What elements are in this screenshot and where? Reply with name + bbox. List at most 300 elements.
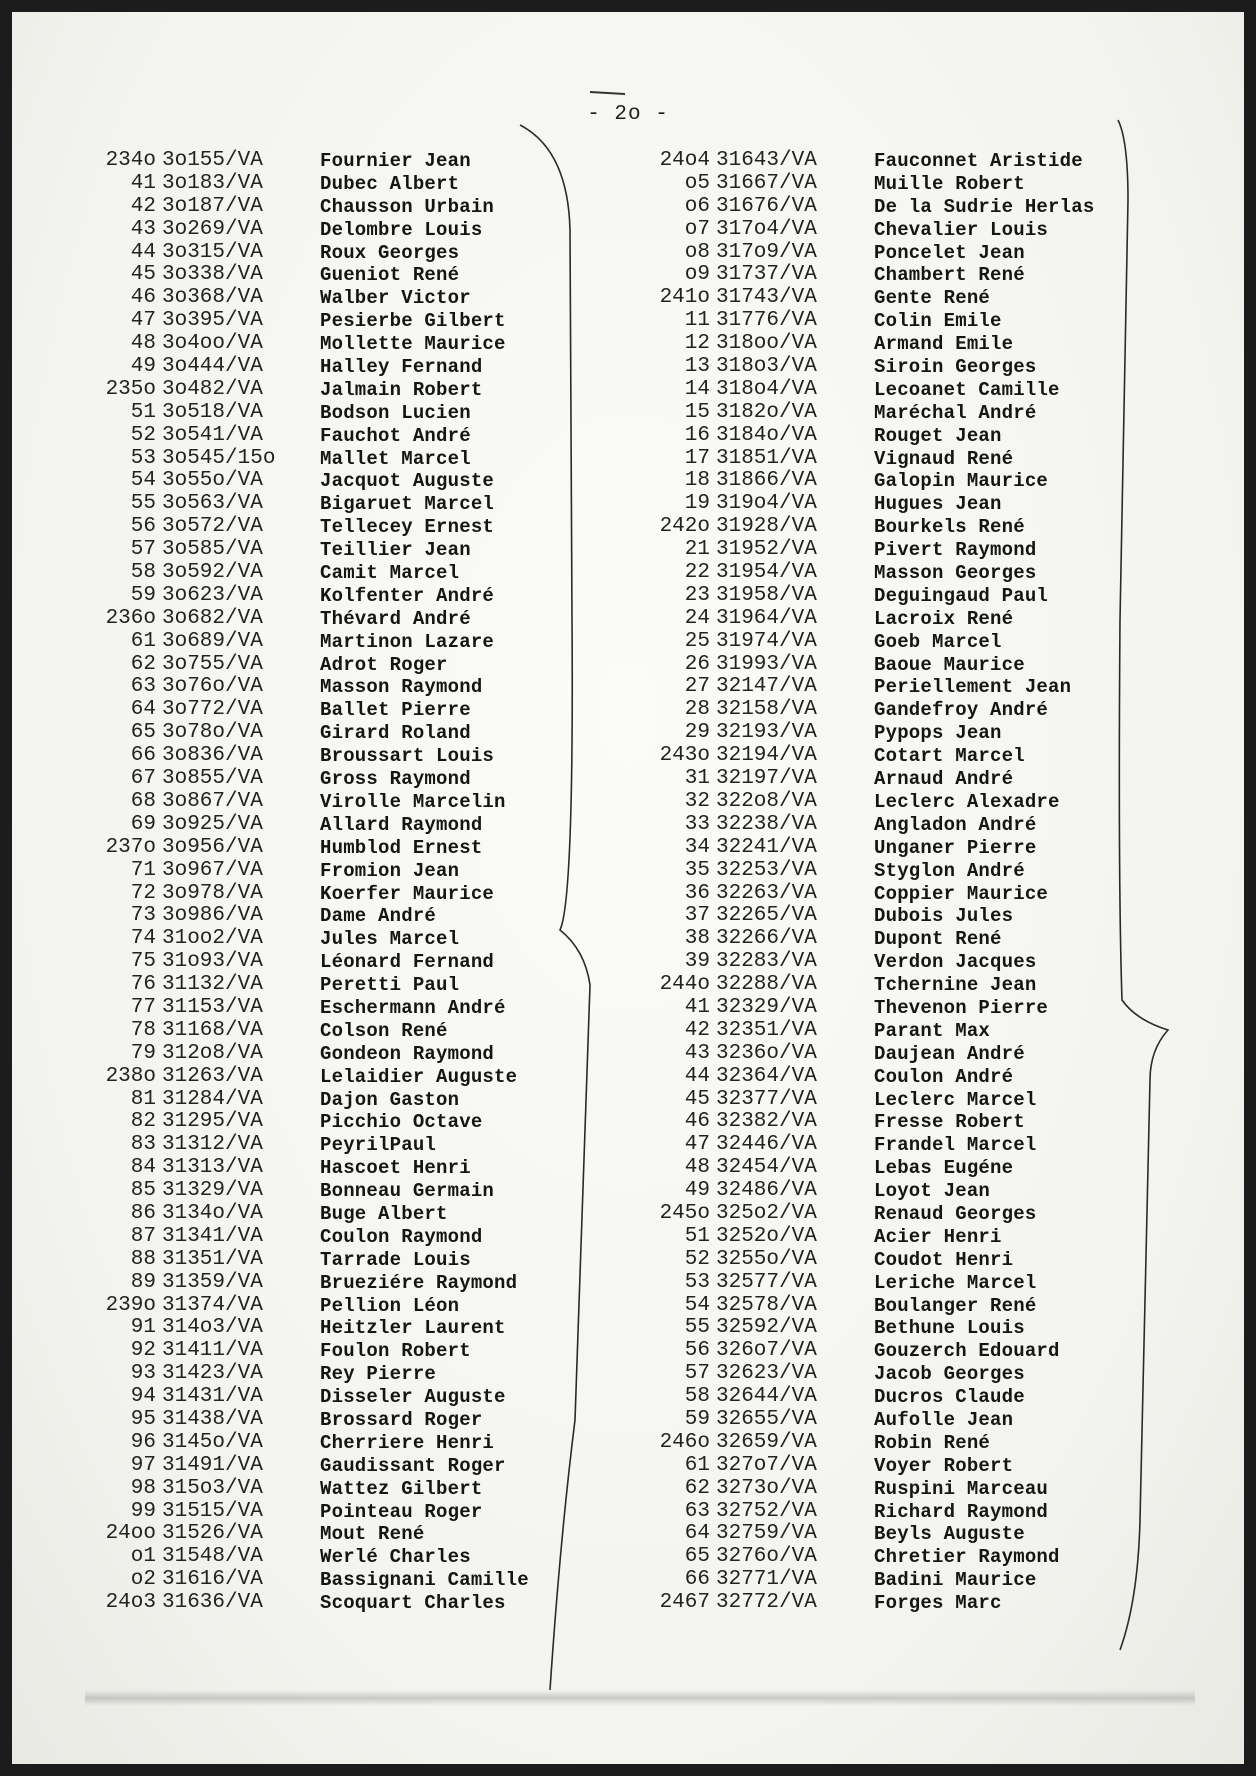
person-name: Chausson Urbain — [320, 195, 495, 218]
matricule-number: 32659/VA — [716, 1430, 817, 1454]
scan-smudge — [85, 1690, 1195, 1706]
matricule-number: 32197/VA — [716, 767, 817, 791]
list-item — [96, 631, 529, 654]
person-name: Bethune Louis — [874, 1317, 1025, 1340]
matricule-number: 32772/VA — [716, 1591, 817, 1615]
matricule-number: 318oo/VA — [716, 332, 817, 356]
matricule-number: 31515/VA — [162, 1499, 263, 1523]
entry-number: 24o3 — [105, 1591, 156, 1615]
matricule-number: 31168/VA — [162, 1018, 263, 1042]
person-name: Fauconnet Aristide — [874, 150, 1083, 172]
entry-number: 43 — [684, 1041, 710, 1065]
list-item — [96, 654, 529, 677]
list-item — [96, 219, 529, 242]
entry-number: 18 — [684, 469, 710, 493]
matricule-number: 3o187/VA — [162, 194, 263, 218]
person-name: Gandefroy André — [874, 699, 1049, 722]
entry-number: 54 — [684, 1293, 710, 1317]
list-item — [648, 699, 1094, 722]
entry-number: 66 — [684, 1568, 710, 1592]
matricule-number: 31526/VA — [162, 1522, 263, 1546]
matricule-number: 31153/VA — [162, 995, 263, 1019]
matricule-number: 31341/VA — [162, 1224, 263, 1248]
matricule-number: 32329/VA — [716, 995, 817, 1019]
matricule-number: 32623/VA — [716, 1362, 817, 1386]
list-item — [648, 928, 1094, 951]
matricule-number: 31776/VA — [716, 309, 817, 333]
entry-number: 65 — [684, 1545, 710, 1569]
person-name: Coulon André — [874, 1065, 1014, 1088]
matricule-number: 3276o/VA — [716, 1545, 817, 1569]
entry-number: 43 — [130, 217, 156, 241]
person-name: Deguingaud Paul — [874, 584, 1049, 607]
entry-number: 45 — [684, 1087, 710, 1111]
matricule-number: 3o755/VA — [162, 652, 263, 676]
list-item — [96, 425, 529, 448]
person-name: Colin Emile — [874, 310, 1002, 333]
person-name: Dupont René — [874, 928, 1002, 951]
person-name: Halley Fernand — [320, 356, 483, 379]
matricule-number: 327o7/VA — [716, 1453, 817, 1477]
list-item — [96, 242, 529, 265]
list-item — [648, 264, 1094, 287]
entry-number: 85 — [130, 1179, 156, 1203]
list-item — [648, 1295, 1094, 1318]
matricule-number: 317o4/VA — [716, 217, 817, 241]
person-name: Brossard Roger — [320, 1408, 483, 1431]
matricule-number: 319o4/VA — [716, 492, 817, 516]
matricule-number: 3o689/VA — [162, 629, 263, 653]
person-name: Dame André — [320, 905, 437, 928]
person-name: Ballet Pierre — [320, 699, 471, 722]
person-name: Jalmain Robert — [320, 378, 483, 401]
list-item — [648, 791, 1094, 814]
entry-number: 44 — [130, 240, 156, 264]
list-item — [96, 264, 529, 287]
person-name: Galopin Maurice — [874, 470, 1049, 493]
list-item — [648, 1272, 1094, 1295]
entry-number: 62 — [684, 1476, 710, 1500]
matricule-number: 32238/VA — [716, 812, 817, 836]
matricule-number: 318o4/VA — [716, 377, 817, 401]
list-item — [96, 1523, 529, 1546]
list-item — [96, 1089, 529, 1112]
person-name: Roux Georges — [320, 241, 460, 264]
matricule-number: 31851/VA — [716, 446, 817, 470]
person-name: Renaud Georges — [874, 1202, 1037, 1225]
matricule-number: 3o338/VA — [162, 263, 263, 287]
person-name: Boulanger René — [874, 1294, 1037, 1317]
list-item — [648, 1432, 1094, 1455]
matricule-number: 31263/VA — [162, 1064, 263, 1088]
entry-number: 2467 — [659, 1591, 710, 1615]
person-name: Gouzerch Edouard — [874, 1340, 1060, 1363]
person-name: Léonard Fernand — [320, 951, 495, 974]
entry-number: 239o — [105, 1293, 156, 1317]
list-item — [96, 837, 529, 860]
list-item — [96, 1455, 529, 1478]
list-item — [648, 654, 1094, 677]
list-item — [648, 1066, 1094, 1089]
entry-number: 58 — [130, 561, 156, 585]
list-item — [648, 379, 1094, 402]
matricule-number: 32771/VA — [716, 1568, 817, 1592]
list-item — [96, 997, 529, 1020]
entry-number: o1 — [130, 1545, 156, 1569]
matricule-number: 3182o/VA — [716, 400, 817, 424]
matricule-number: 312o8/VA — [162, 1041, 263, 1065]
matricule-number: 3o925/VA — [162, 812, 263, 836]
list-item — [648, 425, 1094, 448]
matricule-number: 32158/VA — [716, 698, 817, 722]
entry-number: 46 — [130, 286, 156, 310]
list-item — [648, 1478, 1094, 1501]
list-item — [648, 1340, 1094, 1363]
list-item — [96, 333, 529, 356]
list-item — [648, 608, 1094, 631]
entry-number: 49 — [130, 355, 156, 379]
person-name: Brueziére Raymond — [320, 1271, 518, 1294]
matricule-number: 31351/VA — [162, 1247, 263, 1271]
list-item — [648, 1317, 1094, 1340]
matricule-number: 3o482/VA — [162, 377, 263, 401]
person-name: Jacob Georges — [874, 1363, 1025, 1386]
person-name: Fromion Jean — [320, 859, 460, 882]
entry-number: 246o — [659, 1430, 710, 1454]
list-item — [96, 493, 529, 516]
list-item — [96, 1409, 529, 1432]
list-item — [96, 768, 529, 791]
person-name: Jules Marcel — [320, 928, 460, 951]
list-item — [96, 150, 529, 173]
list-item — [648, 631, 1094, 654]
entry-number: 245o — [659, 1201, 710, 1225]
entry-number: 47 — [130, 309, 156, 333]
matricule-number: 31329/VA — [162, 1179, 263, 1203]
list-item — [96, 1180, 529, 1203]
person-name: Bonneau Germain — [320, 1180, 495, 1203]
person-name: Gross Raymond — [320, 768, 471, 791]
right-column — [648, 150, 1094, 1615]
matricule-number: 31o93/VA — [162, 950, 263, 974]
entry-number: 93 — [130, 1362, 156, 1386]
entry-number: 12 — [684, 332, 710, 356]
matricule-number: 3o76o/VA — [162, 675, 263, 699]
matricule-number: 318o3/VA — [716, 355, 817, 379]
list-item — [96, 196, 529, 219]
list-item — [648, 219, 1094, 242]
entry-number: 54 — [130, 469, 156, 493]
list-item — [648, 905, 1094, 928]
person-name: Arnaud André — [874, 768, 1014, 791]
list-item — [648, 150, 1094, 173]
entry-number: 92 — [130, 1339, 156, 1363]
matricule-number: 32194/VA — [716, 744, 817, 768]
list-item — [96, 1546, 529, 1569]
entry-number: 29 — [684, 721, 710, 745]
list-item — [96, 1272, 529, 1295]
entry-number: 79 — [130, 1041, 156, 1065]
entry-number: 55 — [684, 1316, 710, 1340]
list-item — [648, 951, 1094, 974]
list-item — [96, 974, 529, 997]
matricule-number: 31284/VA — [162, 1087, 263, 1111]
matricule-number: 3o269/VA — [162, 217, 263, 241]
person-name: Gondeon Raymond — [320, 1042, 495, 1065]
matricule-number: 31676/VA — [716, 194, 817, 218]
entry-number: 46 — [684, 1110, 710, 1134]
entry-number: 72 — [130, 881, 156, 905]
matricule-number: 32577/VA — [716, 1270, 817, 1294]
matricule-number: 315o3/VA — [162, 1476, 263, 1500]
list-item — [96, 1592, 529, 1615]
list-item — [648, 1455, 1094, 1478]
person-name: Parant Max — [874, 1019, 991, 1042]
person-name: Verdon Jacques — [874, 951, 1037, 974]
person-name: Lebas Eugéne — [874, 1157, 1014, 1180]
list-item — [648, 676, 1094, 699]
matricule-number: 31438/VA — [162, 1407, 263, 1431]
person-name: Coudot Henri — [874, 1248, 1014, 1271]
person-name: Lacroix René — [874, 607, 1014, 630]
list-item — [648, 974, 1094, 997]
person-name: Armand Emile — [874, 333, 1014, 356]
entry-number: 89 — [130, 1270, 156, 1294]
list-item — [96, 905, 529, 928]
entry-number: 234o — [105, 149, 156, 172]
matricule-number: 3o4oo/VA — [162, 332, 263, 356]
matricule-number: 31548/VA — [162, 1545, 263, 1569]
entry-number: 96 — [130, 1430, 156, 1454]
person-name: Acier Henri — [874, 1225, 1002, 1248]
entry-number: 21 — [684, 538, 710, 562]
entry-number: 11 — [684, 309, 710, 333]
matricule-number: 31374/VA — [162, 1293, 263, 1317]
matricule-number: 3o563/VA — [162, 492, 263, 516]
entry-number: 98 — [130, 1476, 156, 1500]
entry-number: 81 — [130, 1087, 156, 1111]
list-item — [648, 814, 1094, 837]
matricule-number: 31636/VA — [162, 1591, 263, 1615]
list-item — [648, 1226, 1094, 1249]
person-name: Lelaidier Auguste — [320, 1065, 518, 1088]
list-item — [648, 745, 1094, 768]
entry-number: 52 — [130, 423, 156, 447]
list-item — [648, 837, 1094, 860]
matricule-number: 32351/VA — [716, 1018, 817, 1042]
entry-number: 13 — [684, 355, 710, 379]
person-name: Disseler Auguste — [320, 1386, 506, 1409]
matricule-number: 32759/VA — [716, 1522, 817, 1546]
person-name: Masson Georges — [874, 562, 1037, 585]
entry-number: 82 — [130, 1110, 156, 1134]
matricule-number: 31295/VA — [162, 1110, 263, 1134]
list-item — [96, 722, 529, 745]
matricule-number: 3236o/VA — [716, 1041, 817, 1065]
matricule-number: 3o368/VA — [162, 286, 263, 310]
person-name: Pesierbe Gilbert — [320, 310, 506, 333]
entry-number: 52 — [684, 1247, 710, 1271]
list-item — [648, 997, 1094, 1020]
entry-number: o6 — [684, 194, 710, 218]
entry-number: 53 — [130, 446, 156, 470]
list-item — [96, 1386, 529, 1409]
matricule-number: 31312/VA — [162, 1133, 263, 1157]
entry-number: 42 — [684, 1018, 710, 1042]
person-name: Pivert Raymond — [874, 539, 1037, 562]
matricule-number: 3o55o/VA — [162, 469, 263, 493]
list-item — [96, 1295, 529, 1318]
person-name: Fresse Robert — [874, 1111, 1025, 1134]
entry-number: 44 — [684, 1064, 710, 1088]
entry-number: 73 — [130, 904, 156, 928]
matricule-number: 3255o/VA — [716, 1247, 817, 1271]
person-name: Coppier Maurice — [874, 882, 1049, 905]
person-name: Beyls Auguste — [874, 1523, 1025, 1546]
entry-number: 15 — [684, 400, 710, 424]
list-item — [648, 1363, 1094, 1386]
person-name: Leriche Marcel — [874, 1271, 1037, 1294]
list-item — [96, 356, 529, 379]
entry-number: 24 — [684, 606, 710, 630]
entry-number: 241o — [659, 286, 710, 310]
entry-number: 47 — [684, 1133, 710, 1157]
person-name: Koerfer Maurice — [320, 882, 495, 905]
matricule-number: 32486/VA — [716, 1179, 817, 1203]
entry-number: 34 — [684, 835, 710, 859]
person-name: Mollette Maurice — [320, 333, 506, 356]
person-name: Virolle Marcelin — [320, 790, 506, 813]
list-item — [648, 1409, 1094, 1432]
person-name: Picchio Octave — [320, 1111, 483, 1134]
list-item — [648, 493, 1094, 516]
entry-number: 22 — [684, 561, 710, 585]
matricule-number: 326o7/VA — [716, 1339, 817, 1363]
person-name: Heitzler Laurent — [320, 1317, 506, 1340]
person-name: Bassignani Camille — [320, 1569, 529, 1592]
person-name: Humblod Ernest — [320, 836, 483, 859]
matricule-number: 31423/VA — [162, 1362, 263, 1386]
matricule-number: 32283/VA — [716, 950, 817, 974]
person-name: Goeb Marcel — [874, 630, 1002, 653]
person-name: Thevenon Pierre — [874, 996, 1049, 1019]
person-name: Chretier Raymond — [874, 1546, 1060, 1569]
entry-number: 75 — [130, 950, 156, 974]
list-item — [96, 883, 529, 906]
matricule-number: 32592/VA — [716, 1316, 817, 1340]
matricule-number: 31737/VA — [716, 263, 817, 287]
matricule-number: 3o155/VA — [162, 149, 263, 172]
person-name: Wattez Gilbert — [320, 1477, 483, 1500]
matricule-number: 3o315/VA — [162, 240, 263, 264]
matricule-number: 3145o/VA — [162, 1430, 263, 1454]
matricule-number: 3o592/VA — [162, 561, 263, 585]
entry-number: 242o — [659, 515, 710, 539]
list-item — [648, 470, 1094, 493]
matricule-number: 3o967/VA — [162, 858, 263, 882]
matricule-number: 32364/VA — [716, 1064, 817, 1088]
matricule-number: 31954/VA — [716, 561, 817, 585]
entry-number: 56 — [684, 1339, 710, 1363]
entry-number: 37 — [684, 904, 710, 928]
matricule-number: 31616/VA — [162, 1568, 263, 1592]
person-name: Cherriere Henri — [320, 1431, 495, 1454]
person-name: Coulon Raymond — [320, 1225, 483, 1248]
person-name: Peretti Paul — [320, 974, 460, 997]
entry-number: o2 — [130, 1568, 156, 1592]
matricule-number: 3o395/VA — [162, 309, 263, 333]
list-item — [648, 1111, 1094, 1134]
person-name: Bodson Lucien — [320, 401, 471, 424]
matricule-number: 325o2/VA — [716, 1201, 817, 1225]
entry-number: 31 — [684, 767, 710, 791]
matricule-number: 31132/VA — [162, 973, 263, 997]
entry-number: 65 — [130, 721, 156, 745]
entry-number: 69 — [130, 812, 156, 836]
person-name: De la Sudrie Herlas — [874, 195, 1095, 218]
entry-number: 63 — [130, 675, 156, 699]
list-item — [96, 562, 529, 585]
matricule-number: 32752/VA — [716, 1499, 817, 1523]
list-item — [96, 1134, 529, 1157]
entry-number: 59 — [684, 1407, 710, 1431]
person-name: Masson Raymond — [320, 676, 483, 699]
person-name: Delombre Louis — [320, 218, 483, 241]
person-name: Aufolle Jean — [874, 1408, 1014, 1431]
entry-number: o9 — [684, 263, 710, 287]
person-name: Broussart Louis — [320, 745, 495, 768]
list-item — [648, 1523, 1094, 1546]
list-item — [648, 402, 1094, 425]
list-item — [648, 1134, 1094, 1157]
matricule-number: 3o444/VA — [162, 355, 263, 379]
list-item — [96, 1111, 529, 1134]
person-name: Dubec Albert — [320, 172, 460, 195]
person-name: Mout René — [320, 1523, 425, 1546]
list-item — [96, 1020, 529, 1043]
person-name: Leclerc Marcel — [874, 1088, 1037, 1111]
person-name: Allard Raymond — [320, 813, 483, 836]
list-item — [648, 1546, 1094, 1569]
list-item — [96, 676, 529, 699]
list-item — [96, 608, 529, 631]
matricule-number: 3o682/VA — [162, 606, 263, 630]
person-name: Adrot Roger — [320, 653, 448, 676]
list-item — [648, 516, 1094, 539]
person-name: Buge Albert — [320, 1202, 448, 1225]
entry-number: 56 — [130, 515, 156, 539]
list-item — [96, 951, 529, 974]
entry-number: 57 — [684, 1362, 710, 1386]
entry-number: 24oo — [105, 1522, 156, 1546]
entry-number: 64 — [684, 1522, 710, 1546]
person-name: Camit Marcel — [320, 562, 460, 585]
list-item — [648, 1386, 1094, 1409]
entry-number: 28 — [684, 698, 710, 722]
entry-number: 51 — [684, 1224, 710, 1248]
list-item — [648, 562, 1094, 585]
person-name: Werlé Charles — [320, 1546, 471, 1569]
entry-number: 88 — [130, 1247, 156, 1271]
matricule-number: 3o541/VA — [162, 423, 263, 447]
list-item — [648, 173, 1094, 196]
list-item — [96, 402, 529, 425]
list-item — [648, 1043, 1094, 1066]
matricule-number: 32263/VA — [716, 881, 817, 905]
person-name: Pellion Léon — [320, 1294, 460, 1317]
entry-number: o5 — [684, 171, 710, 195]
person-name: Rouget Jean — [874, 424, 1002, 447]
